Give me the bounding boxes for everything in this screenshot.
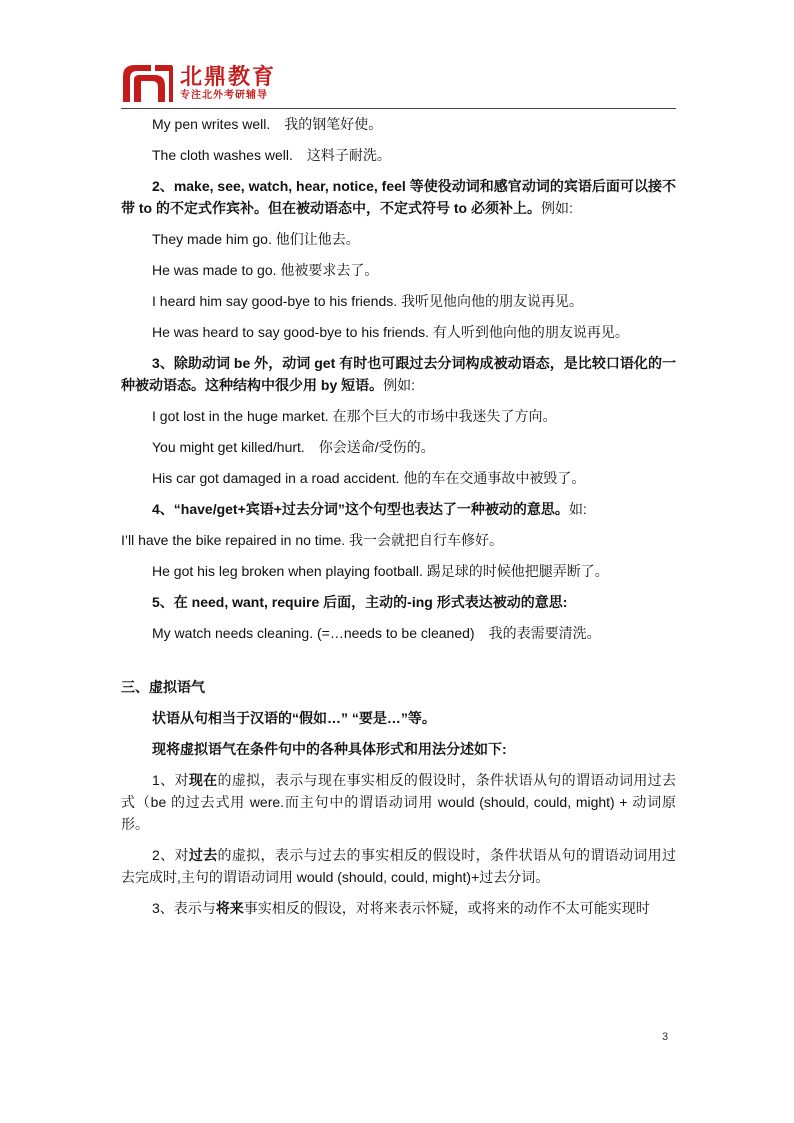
example-line: I’ll have the bike repaired in no time. 我一会就把自行车修好。 xyxy=(121,532,504,548)
rule-text: 4、“have/get+宾语+过去分词”这个句型也表达了一种被动的意思。 xyxy=(152,501,569,517)
rule-keyword: 现在 xyxy=(188,772,218,788)
spacer xyxy=(121,653,676,676)
example-line: His car got damaged in a road accident. 他的车在交通事故中被毁了。 xyxy=(152,470,586,486)
example-line: I heard him say good-bye to his friends. 我听见他向他的朋友说再见。 xyxy=(152,293,584,309)
subjunctive-rule xyxy=(121,844,676,888)
subjunctive-rule xyxy=(121,769,676,835)
rule-tail: 如: xyxy=(568,501,587,517)
example-line: My pen writes well. 我的钢笔好使。 xyxy=(152,116,383,132)
rule-text: 3、除助动词 be 外，动词 get 有时也可跟过去分词构成被动语态，是比较口语化的一种被动语态。这种结构中很少用 by 短语。 xyxy=(121,355,676,393)
example-line: My watch needs cleaning. (=…needs to be cleaned) 我的表需要清洗。 xyxy=(152,625,601,641)
rule-body: 事实相反的假设，对将来表示怀疑，或将来的动作不太可能实现时 xyxy=(243,900,650,916)
rule-prefix: 2、对 xyxy=(152,847,189,863)
example-line: He got his leg broken when playing football. 踢足球的时候他把腿弄断了。 xyxy=(152,563,609,579)
rule-prefix: 1、对 xyxy=(152,772,189,788)
example-line: He was made to go. 他被要求去了。 xyxy=(152,262,379,278)
rule-keyword: 将来 xyxy=(215,900,244,916)
rule-tail: 例如: xyxy=(541,200,573,216)
beiding-logo-icon xyxy=(121,62,175,104)
brand-tagline: 专注北外考研辅导 xyxy=(180,90,268,101)
section-intro: 状语从句相当于汉语的“假如…” “要是…”等。 xyxy=(152,710,436,726)
rule-keyword: 过去 xyxy=(188,847,218,863)
rule-tail: 例如: xyxy=(383,377,416,393)
document-body xyxy=(121,113,676,928)
rule-text: 2、make, see, watch, hear, notice, feel 等使役动词和感官动词的宾语后面可以接不带 to 的不定式作宾补。但在被动语态中，不定式符号 to 必须补上。 xyxy=(121,178,676,216)
rule-paragraph xyxy=(121,352,676,396)
example-line: The cloth washes well. 这料子耐洗。 xyxy=(152,147,391,163)
example-line: You might get killed/hurt. 你会送命/受伤的。 xyxy=(152,439,435,455)
example-line: He was heard to say good-bye to his friends. 有人听到他向他的朋友说再见。 xyxy=(152,324,629,340)
page-number: 3 xyxy=(662,1031,669,1043)
rule-paragraph xyxy=(121,175,676,219)
rule-body: 的虚拟，表示与现在事实相反的假设时，条件状语从句的谓语动词用过去式（be 的过去式用 were.而主句中的谓语动词用 would (should, could, might) + 动词原形。 xyxy=(121,772,677,832)
rule-body: 的虚拟，表示与过去的事实相反的假设时，条件状语从句的谓语动词用过去完成时,主句的谓语动词用 would (should, could, might)+过去分词。 xyxy=(121,847,677,885)
rule-paragraph xyxy=(121,498,676,520)
example-line: I got lost in the huge market. 在那个巨大的市场中我迷失了方向。 xyxy=(152,408,557,424)
example-line: They made him go. 他们让他去。 xyxy=(152,231,360,247)
rule-paragraph: 5、在 need, want, require 后面，主动的-ing 形式表达被动的意思: xyxy=(152,594,568,610)
subjunctive-rule xyxy=(121,897,676,919)
brand-name: 北鼎教育 xyxy=(180,64,277,89)
page-header xyxy=(121,58,676,108)
section-heading: 三、虚拟语气 xyxy=(121,679,205,695)
header-divider xyxy=(121,108,676,109)
rule-prefix: 3、表示与 xyxy=(152,900,216,916)
section-intro: 现将虚拟语气在条件句中的各种具体形式和用法分述如下: xyxy=(152,741,507,757)
